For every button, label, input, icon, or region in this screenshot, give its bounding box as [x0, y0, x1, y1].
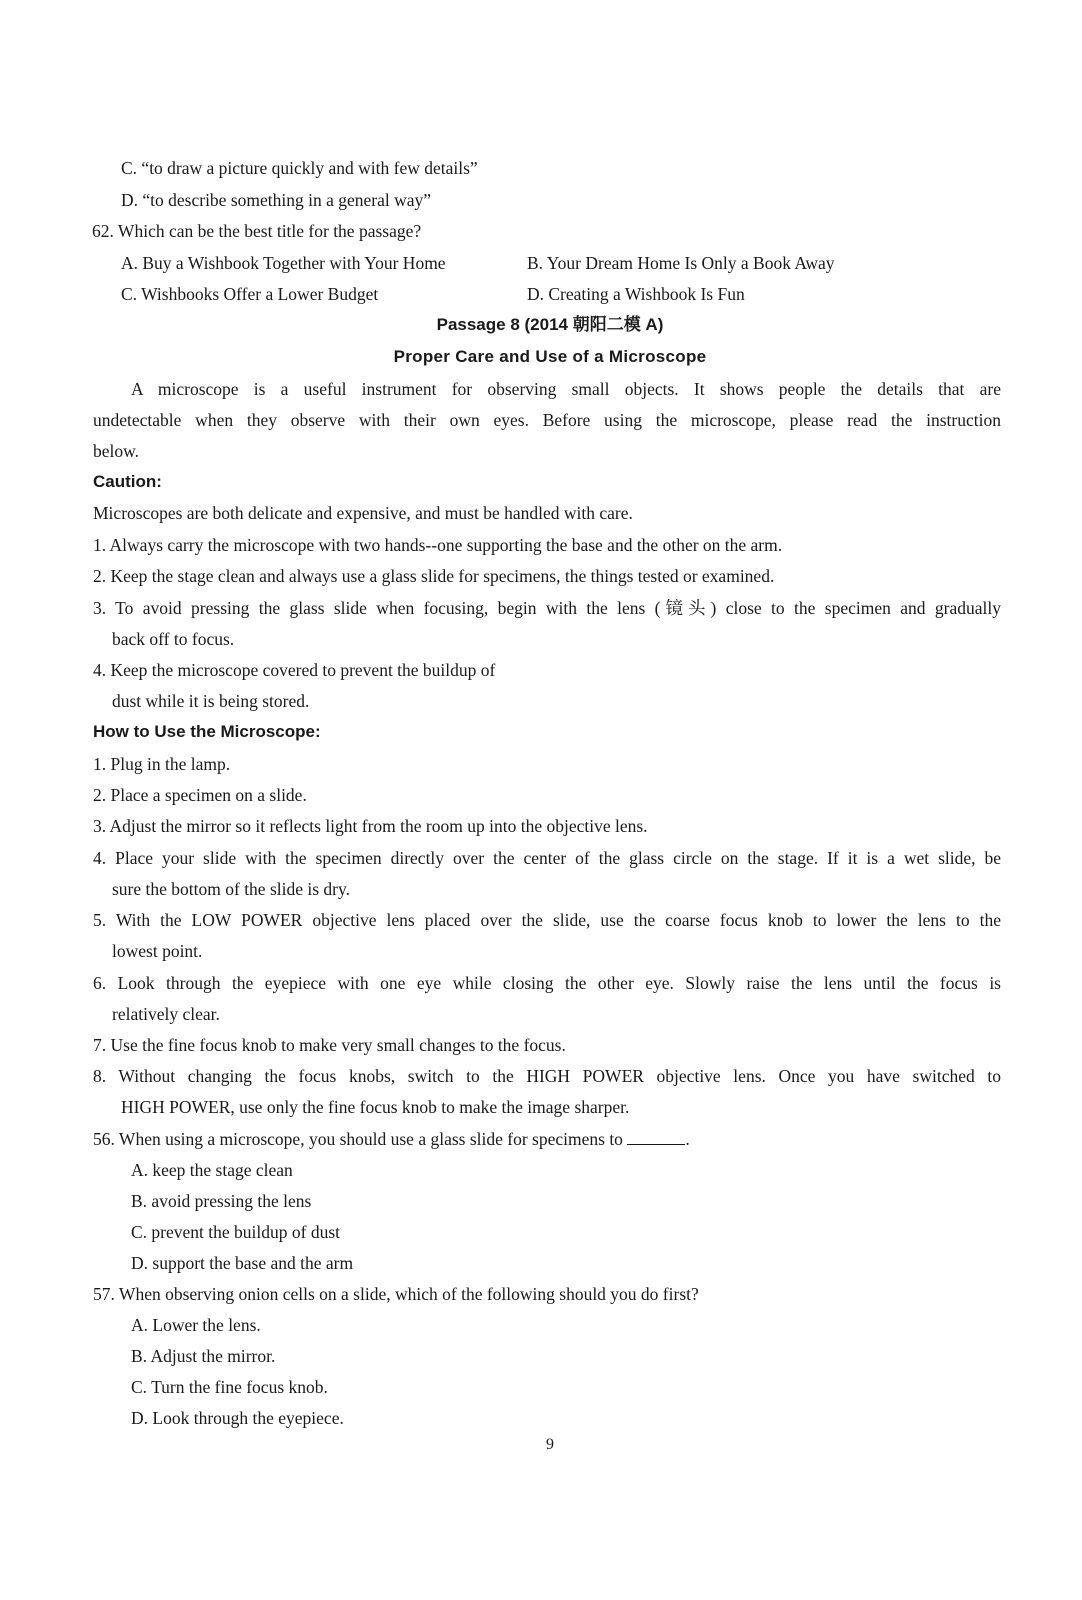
caution-heading: Caution: [93, 472, 162, 491]
q62-option-d: D. Creating a Wishbook Is Fun [527, 284, 745, 304]
caution-item-1: 1. Always carry the microscope with two hands--one supporting the base and the other on the arm. [93, 535, 783, 555]
answer-blank [627, 1130, 685, 1145]
step-8-cont: HIGH POWER, use only the fine focus knob to make the image sharper. [121, 1097, 630, 1117]
step-5-cont: lowest point. [112, 941, 203, 961]
step-4-cont: sure the bottom of the slide is dry. [112, 879, 350, 899]
q56-option-a: A. keep the stage clean [131, 1160, 293, 1180]
step-6-cont: relatively clear. [112, 1004, 220, 1024]
q56-option-d: D. support the base and the arm [131, 1253, 354, 1273]
q57-stem: 57. When observing onion cells on a slide, which of the following should you do first? [93, 1284, 699, 1304]
passage-title: Proper Care and Use of a Microscope [393, 347, 707, 366]
intro-line-3: below. [93, 441, 140, 461]
q56-stem [93, 1128, 690, 1150]
howto-heading: How to Use the Microscope: [93, 722, 321, 741]
passage-heading: Passage 8 (2014 朝阳二模 A) [436, 315, 664, 334]
caution-item-2: 2. Keep the stage clean and always use a glass slide for specimens, the things tested or examined. [93, 566, 775, 586]
caution-item-3-cont: back off to focus. [112, 629, 235, 649]
step-6: 6. Look through the eyepiece with one eye while closing the other eye. Slowly raise the lens until the focus is [93, 973, 1001, 993]
page-number: 9 [546, 1436, 554, 1453]
caution-item-4: 4. Keep the microscope covered to prevent the buildup of [93, 660, 496, 680]
q62-stem: 62. Which can be the best title for the passage? [92, 221, 422, 241]
intro-line-2: undetectable when they observe with their own eyes. Before using the microscope, please read the instruction [93, 410, 1001, 430]
step-1: 1. Plug in the lamp. [93, 754, 231, 774]
q62-option-a: A. Buy a Wishbook Together with Your Home [121, 253, 446, 273]
q56-option-c: C. prevent the buildup of dust [131, 1222, 341, 1242]
q56-option-b: B. avoid pressing the lens [131, 1191, 312, 1211]
caution-text: Microscopes are both delicate and expensive, and must be handled with care. [93, 503, 633, 523]
q61-option-d: D. “to describe something in a general way” [121, 190, 432, 210]
q57-option-d: D. Look through the eyepiece. [131, 1408, 344, 1428]
q56-stem-text: 56. When using a microscope, you should use a glass slide for specimens to [93, 1129, 623, 1149]
step-8: 8. Without changing the focus knobs, switch to the HIGH POWER objective lens. Once you have switched to [93, 1066, 1001, 1086]
step-3: 3. Adjust the mirror so it reflects light from the room up into the objective lens. [93, 816, 648, 836]
step-5: 5. With the LOW POWER objective lens placed over the slide, use the coarse focus knob to lower the lens to the [93, 910, 1001, 930]
q57-option-b: B. Adjust the mirror. [131, 1346, 276, 1366]
step-2: 2. Place a specimen on a slide. [93, 785, 307, 805]
q57-option-c: C. Turn the fine focus knob. [131, 1377, 328, 1397]
q62-option-b: B. Your Dream Home Is Only a Book Away [527, 253, 835, 273]
caution-item-4-cont: dust while it is being stored. [112, 691, 310, 711]
intro-line-1: A microscope is a useful instrument for observing small objects. It shows people the details that are [131, 379, 1001, 399]
q57-option-a: A. Lower the lens. [131, 1315, 261, 1335]
step-4: 4. Place your slide with the specimen directly over the center of the glass circle on the stage. If it is a wet slide, be [93, 848, 1001, 868]
step-7: 7. Use the fine focus knob to make very small changes to the focus. [93, 1035, 566, 1055]
q56-stem-end: . [685, 1129, 690, 1149]
q62-option-c: C. Wishbooks Offer a Lower Budget [121, 284, 379, 304]
q61-option-c: C. “to draw a picture quickly and with few details” [121, 158, 478, 178]
caution-item-3: 3. To avoid pressing the glass slide when focusing, begin with the lens (镜头) close to the specimen and gradually [93, 598, 1001, 618]
